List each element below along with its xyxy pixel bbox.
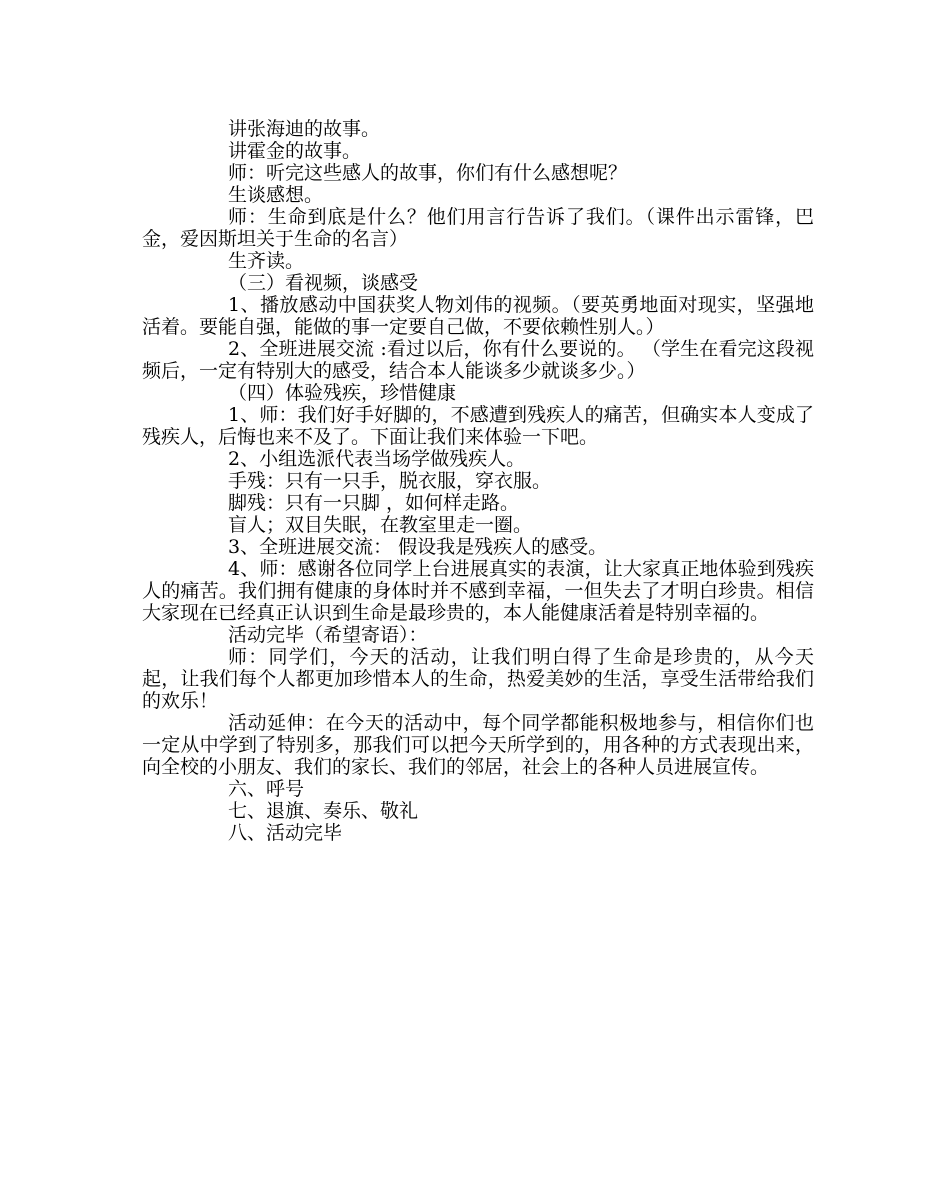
paragraph: 生齐读。: [228, 250, 305, 272]
paragraph: 师：同学们，今天的活动，让我们明白得了生命是珍贵的，从今天起，让我们每个人都更加珍惜本人的生命，热爱美妙的生活，享受生活带给我们的欢乐！: [142, 646, 814, 712]
section-heading: （三）看视频，谈感受: [228, 272, 419, 294]
paragraph: 讲霍金的故事。: [228, 140, 362, 162]
paragraph: 活动完毕（希望寄语）：: [228, 624, 428, 646]
paragraph: 4、师：感谢各位同学上台进展真实的表演，让大家真正地体验到残疾人的痛苦。我们拥有健康的身体时并不感到幸福，一但失去了才明白珍贵。相信大家现在已经真正认识到生命是最珍贵的，本人能健康活着是特别幸福的。: [142, 558, 814, 624]
section-heading: （四）体验残疾，珍惜健康: [228, 382, 457, 404]
paragraph: 师：听完这些感人的故事，你们有什么感想呢？: [228, 162, 628, 184]
list-item: 八、活动完毕: [228, 822, 343, 844]
paragraph: 手残：只有一只手，脱衣服，穿衣服。: [228, 470, 552, 492]
paragraph: 生谈感想。: [228, 184, 324, 206]
paragraph: 讲张海迪的故事。: [228, 118, 381, 140]
paragraph: 3、全班进展交流： 假设我是残疾人的感受。: [228, 536, 608, 558]
paragraph: 1、师：我们好手好脚的，不感遭到残疾人的痛苦，但确实本人变成了残疾人，后悔也来不及了。下面让我们来体验一下吧。: [142, 404, 814, 448]
document-body: [142, 118, 814, 844]
paragraph: 盲人；双目失眠，在教室里走一圈。: [228, 514, 533, 536]
paragraph: 1、播放感动中国获奖人物刘伟的视频。（要英勇地面对现实，坚强地活着。要能自强，能做的事一定要自己做，不要依赖性别人。）: [142, 294, 814, 338]
list-item: 七、退旗、奏乐、敬礼: [228, 800, 419, 822]
paragraph: 脚残：只有一只脚 ，如何样走路。: [228, 492, 520, 514]
paragraph: 活动延伸：在今天的活动中，每个同学都能积极地参与，相信你们也一定从中学到了特别多，那我们可以把今天所学到的，用各种的方式表现出来，向全校的小朋友、我们的家长、我们的邻居，社会上的各种人员进展宣传。: [142, 712, 814, 778]
paragraph: 2、小组选派代表当场学做残疾人。: [228, 448, 526, 470]
paragraph: 2、全班进展交流 :看过以后，你有什么要说的。 （学生在看完这段视频后，一定有特别大的感受，结合本人能谈多少就谈多少。）: [142, 338, 814, 382]
list-item: 六、呼号: [228, 778, 305, 800]
paragraph: 师：生命到底是什么？他们用言行告诉了我们。（课件出示雷锋，巴金，爱因斯坦关于生命的名言）: [142, 206, 814, 250]
